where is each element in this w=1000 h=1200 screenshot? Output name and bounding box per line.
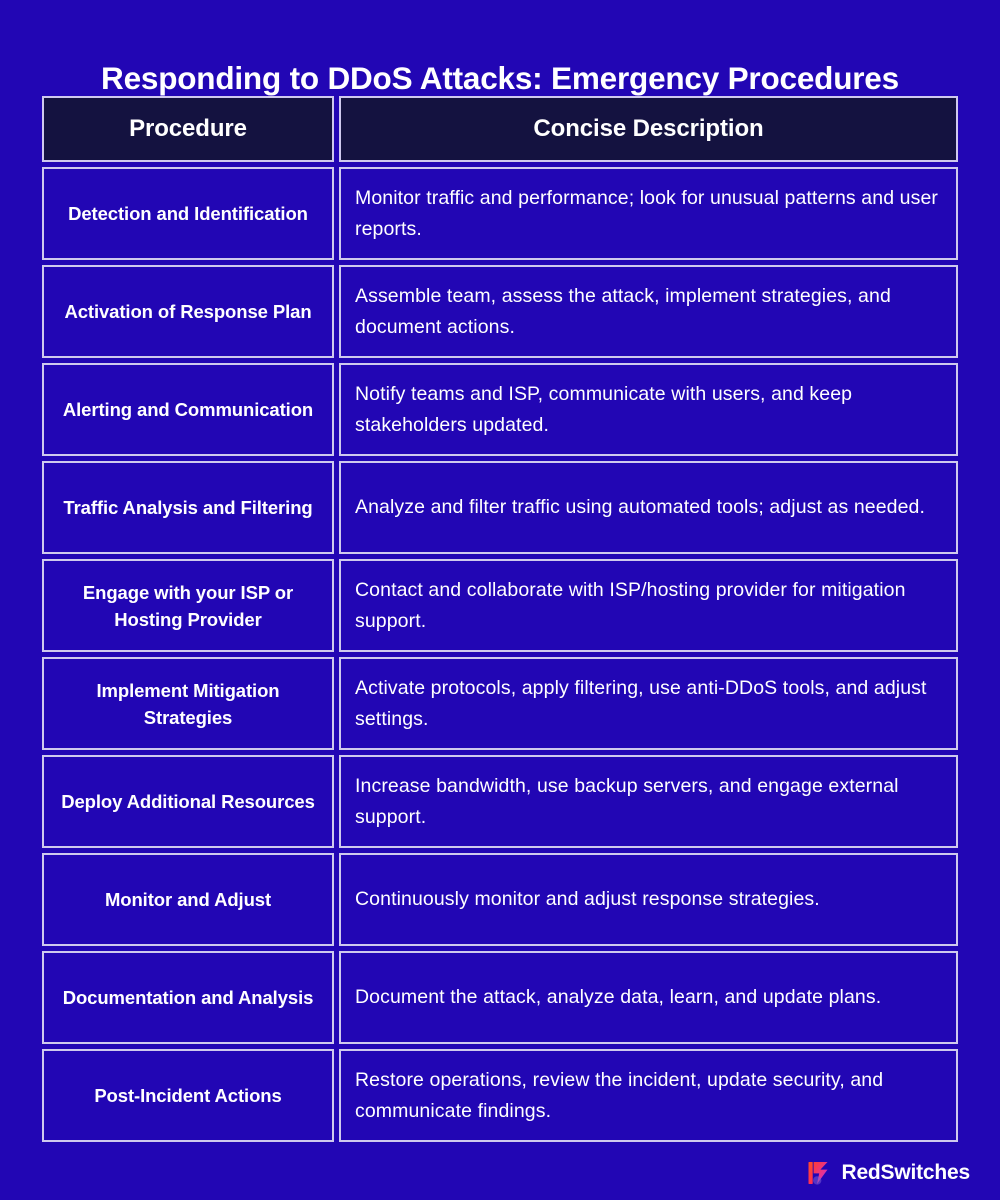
table-row xyxy=(42,755,958,848)
cell-procedure: Implement Mitigation Strategies xyxy=(42,657,334,750)
cell-description: Assemble team, assess the attack, implement strategies, and document actions. xyxy=(339,265,958,358)
cell-procedure: Deploy Additional Resources xyxy=(42,755,334,848)
cell-procedure: Engage with your ISP or Hosting Provider xyxy=(42,559,334,652)
redswitches-play-mark-icon xyxy=(807,1160,833,1186)
table-row xyxy=(42,951,958,1044)
table-header-row xyxy=(42,96,958,162)
procedures-table xyxy=(37,91,963,1147)
table-row xyxy=(42,1049,958,1142)
table-row xyxy=(42,559,958,652)
table-row xyxy=(42,461,958,554)
cell-description: Document the attack, analyze data, learn, and update plans. xyxy=(339,951,958,1044)
column-header-procedure: Procedure xyxy=(42,96,334,162)
table-body xyxy=(42,167,958,1142)
page-title: Responding to DDoS Attacks: Emergency Procedures xyxy=(101,60,899,97)
table-row xyxy=(42,265,958,358)
cell-description: Notify teams and ISP, communicate with users, and keep stakeholders updated. xyxy=(339,363,958,456)
cell-description: Increase bandwidth, use backup servers, and engage external support. xyxy=(339,755,958,848)
cell-procedure: Alerting and Communication xyxy=(42,363,334,456)
procedures-table-container xyxy=(42,96,958,1142)
cell-description: Analyze and filter traffic using automated tools; adjust as needed. xyxy=(339,461,958,554)
brand-name: RedSwitches xyxy=(841,1161,970,1184)
table-row xyxy=(42,167,958,260)
cell-procedure: Detection and Identification xyxy=(42,167,334,260)
cell-procedure: Activation of Response Plan xyxy=(42,265,334,358)
cell-description: Monitor traffic and performance; look for unusual patterns and user reports. xyxy=(339,167,958,260)
cell-description: Contact and collaborate with ISP/hosting provider for mitigation support. xyxy=(339,559,958,652)
table-row xyxy=(42,657,958,750)
cell-procedure: Traffic Analysis and Filtering xyxy=(42,461,334,554)
table-row xyxy=(42,363,958,456)
cell-description: Continuously monitor and adjust response strategies. xyxy=(339,853,958,946)
table-row xyxy=(42,853,958,946)
cell-procedure: Post-Incident Actions xyxy=(42,1049,334,1142)
column-header-description: Concise Description xyxy=(339,96,958,162)
table-header xyxy=(42,96,958,162)
cell-procedure: Documentation and Analysis xyxy=(42,951,334,1044)
cell-procedure: Monitor and Adjust xyxy=(42,853,334,946)
cell-description: Restore operations, review the incident, update security, and communicate findings. xyxy=(339,1049,958,1142)
brand-logo xyxy=(807,1160,970,1186)
cell-description: Activate protocols, apply filtering, use anti-DDoS tools, and adjust settings. xyxy=(339,657,958,750)
